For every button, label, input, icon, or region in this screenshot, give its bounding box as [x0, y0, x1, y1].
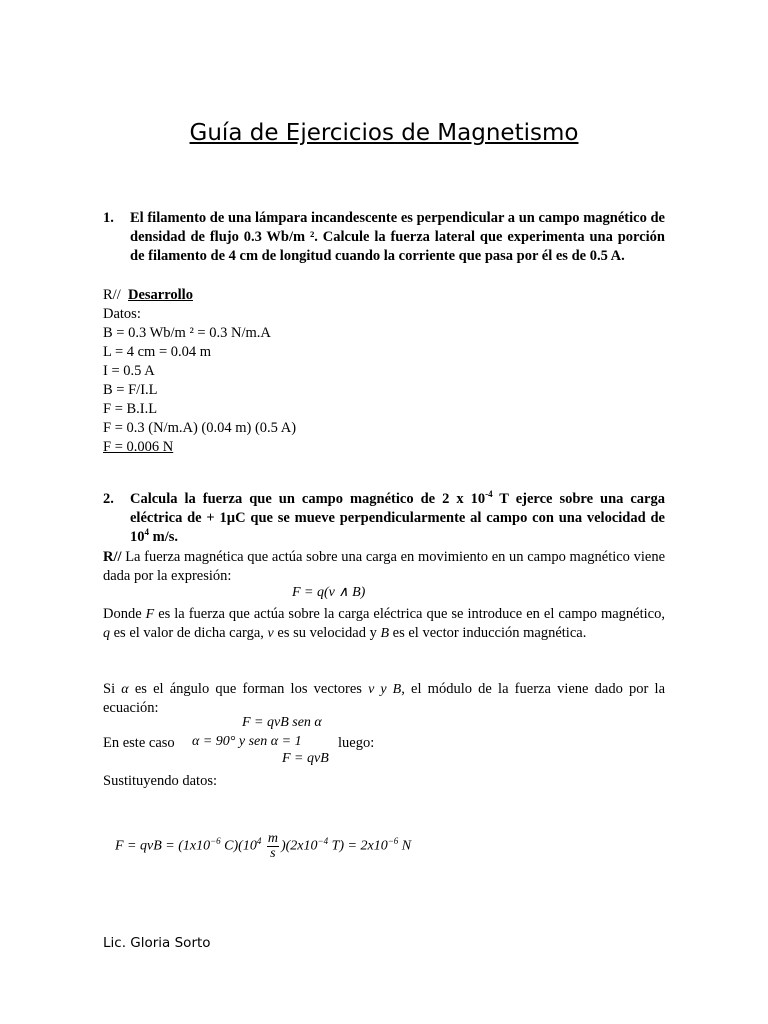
math-symbol: v y B	[368, 682, 402, 697]
answer-text: La fuerza magnética que actúa sobre una carga en movimiento en un campo magnético viene dada por la expresión:	[103, 549, 665, 584]
formula-part: F = qvB = (1x10	[115, 838, 211, 854]
question-text-part: Calcula la fuerza que un campo magnético de 2 x 10	[130, 491, 486, 507]
text-part: Donde	[103, 606, 146, 622]
formula-part: N	[398, 838, 412, 854]
text-part: es el ángulo que forman los vectores	[128, 681, 369, 697]
luego-label: luego:	[338, 735, 375, 751]
answer-1	[103, 286, 673, 457]
exponent: 4	[256, 836, 262, 847]
footer-author: Lic. Gloria Sorto	[103, 935, 211, 951]
formula-part: T) = 2x10	[328, 838, 388, 854]
data-line: B = 0.3 Wb/m ² = 0.3 N/m.A	[103, 325, 271, 341]
data-line: B = F/I.L	[103, 382, 158, 398]
result-line: F = 0.006 N	[103, 439, 174, 455]
caso-label: En este caso	[103, 735, 175, 751]
math-symbol: v	[267, 626, 274, 641]
exponent: −4	[317, 836, 329, 847]
exponent: 4	[144, 527, 149, 538]
math-symbol: F	[145, 607, 155, 622]
caso-math: α = 90° y sen α = 1	[192, 734, 302, 749]
formula-lorentz: F = q(v ∧ B)	[292, 585, 366, 600]
math-symbol: q	[103, 626, 110, 641]
page-title: Guía de Ejercicios de Magnetismo	[189, 120, 579, 146]
answer-2-intro	[103, 548, 665, 586]
formula-final	[115, 832, 411, 861]
text-part: es el vector inducción magnética.	[389, 625, 587, 641]
question-number: 2.	[103, 491, 114, 507]
math-symbol: B	[380, 626, 390, 641]
text-part: , el módulo de la fuerza viene dado por la ecuación:	[103, 681, 666, 716]
formula-magnitude: F = qvB sen α	[242, 715, 322, 730]
question-text	[130, 490, 665, 547]
exponent: -4	[485, 489, 493, 500]
question-2	[103, 490, 665, 547]
question-1	[103, 209, 665, 266]
si-paragraph	[103, 680, 665, 718]
text-part: es el valor de dicha carga,	[110, 625, 268, 641]
data-line: F = B.I.L	[103, 401, 158, 417]
data-line: L = 4 cm = 0.04 m	[103, 344, 212, 360]
question-text-part: m/s.	[149, 529, 178, 545]
exponent: −6	[210, 836, 221, 847]
donde-paragraph	[103, 605, 665, 643]
sustituyendo-label: Sustituyendo datos:	[103, 773, 217, 789]
answer-label: Desarrollo	[127, 287, 193, 303]
data-line: I = 0.5 A	[103, 363, 155, 379]
text-part: es su velocidad y	[273, 625, 381, 641]
datos-label: Datos:	[103, 306, 141, 322]
answer-heading	[103, 286, 673, 305]
answer-prefix: R//	[103, 287, 121, 303]
answer-prefix: R//	[103, 549, 122, 565]
text-part: es la fuerza que actúa sobre la carga eléctrica que se introduce en el campo magnético,	[154, 606, 665, 622]
fraction	[267, 832, 279, 861]
data-line: F = 0.3 (N/m.A) (0.04 m) (0.5 A)	[103, 420, 297, 436]
fraction-denominator: s	[270, 846, 276, 861]
math-symbol: α	[121, 682, 129, 697]
question-text: El filamento de una lámpara incandescente es perpendicular a un campo magnético de densidad de flujo 0.3 Wb/m ². Calcule la fuerza lateral que experimenta una porción de filamento de 4 cm de longitud cuando la corriente que pasa por él es de 0.5 A.	[130, 210, 665, 264]
formula-part: C)(10	[220, 838, 257, 854]
exponent: −6	[387, 836, 399, 847]
formula-simplified: F = qvB	[282, 751, 329, 766]
fraction-numerator: m	[267, 831, 278, 846]
formula-part: )(2x10	[280, 838, 318, 854]
question-text-part: T ejerce sobre una carga eléctrica de + 1µC que se mueve perpendicularmente al campo con una velocidad de 10	[130, 491, 665, 545]
question-number: 1.	[103, 210, 114, 226]
text-part: Si	[103, 681, 122, 697]
